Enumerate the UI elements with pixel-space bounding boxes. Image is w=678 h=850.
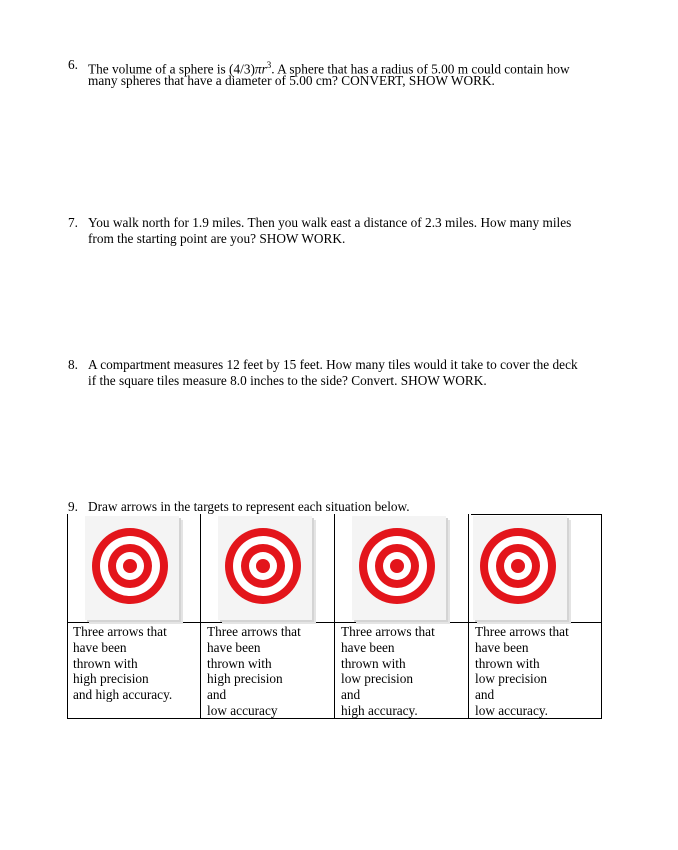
target-image[interactable] [85, 516, 179, 620]
situation-text: Three arrows that have been thrown with low precision and high accuracy. [341, 624, 435, 718]
situation-text: Three arrows that have been thrown with high precision and low accuracy [207, 624, 301, 718]
target-image[interactable] [218, 516, 312, 620]
question-text-line-1: A compartment measures 12 feet by 15 feet. How many tiles would it take to cover the deck [88, 357, 578, 372]
pi-symbol: π [254, 61, 262, 77]
bullseye-target-icon [90, 526, 170, 606]
target-cell-1 [67, 514, 200, 719]
bullseye-target-icon [223, 526, 303, 606]
target-cell-3 [335, 514, 468, 719]
radius-symbol: r [261, 61, 267, 77]
question-text-line-2: from the starting point are you? SHOW WORK. [88, 231, 346, 246]
question-text-line-2: if the square tiles measure 8.0 inches to the side? Convert. SHOW WORK. [88, 373, 487, 388]
question-number: 7. [68, 215, 78, 230]
question-text-line-1: You walk north for 1.9 miles. Then you walk east a distance of 2.3 miles. How many miles [88, 215, 572, 230]
question-number: 6. [68, 57, 78, 72]
question-number: 8. [68, 357, 78, 372]
target-image[interactable] [352, 516, 446, 620]
question-text-line-2: many spheres that have a diameter of 5.00 cm? CONVERT, SHOW WORK. [88, 73, 495, 88]
target-image[interactable] [473, 516, 567, 620]
bullseye-target-icon [478, 526, 558, 606]
exponent: 3 [266, 60, 272, 70]
question-number: 9. [68, 499, 78, 514]
situation-text: Three arrows that have been thrown with high precision and high accuracy. [73, 624, 173, 703]
situation-text: Three arrows that have been thrown with low precision and low accuracy. [475, 624, 569, 718]
target-cell-4 [469, 514, 602, 719]
question-text-line-1: The volume of a sphere is $(4/3)\pi r^3$. A sphere that has a radius of 5.00 m could contain how [88, 60, 570, 77]
targets-table [67, 514, 602, 719]
bullseye-target-icon [357, 526, 437, 606]
question-text-line-1: Draw arrows in the targets to represent each situation below. [88, 499, 410, 514]
target-cell-2 [201, 514, 334, 719]
